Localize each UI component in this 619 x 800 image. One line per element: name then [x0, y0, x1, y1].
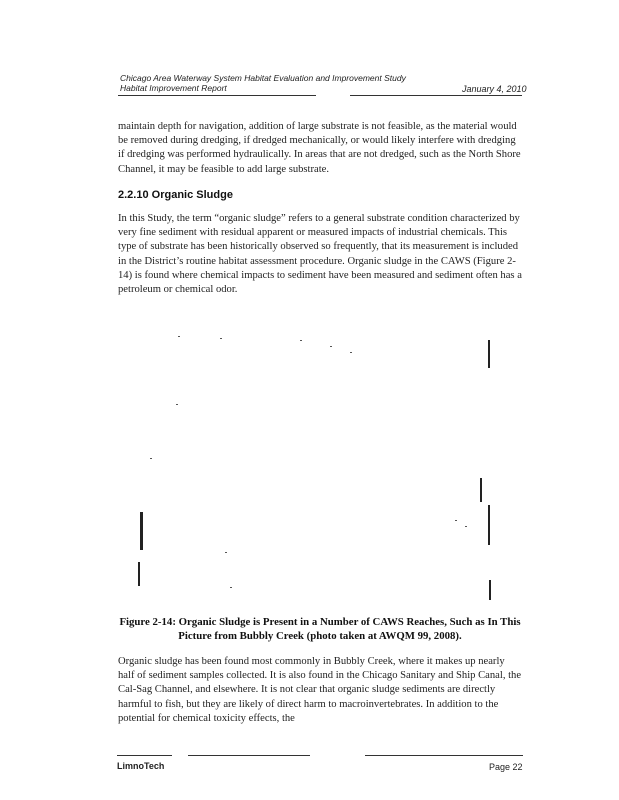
- photo-speck: [225, 552, 227, 553]
- photo-speck: [350, 352, 352, 353]
- photo-speck: [300, 340, 302, 341]
- header-title: Chicago Area Waterway System Habitat Evaluation and Improvement Study: [120, 73, 406, 83]
- header-rule-right: [350, 95, 522, 96]
- photo-speck: [150, 458, 152, 459]
- photo-artifact: [138, 562, 140, 586]
- organic-sludge-findings-paragraph: Organic sludge has been found most commonly in Bubbly Creek, where it makes up nearly half of sediment samples collected. It is also found in the Chicago Sanitary and Ship Canal, the Cal-Sag Channel, and elsewhere. It is not clear that organic sludge sediments are directly harmful to fish, but they are likely of direct harm to macroinvertebrates. In addition to the potential for chemical toxicity effects, the: [118, 656, 522, 724]
- photo-speck: [220, 338, 222, 339]
- photo-speck: [330, 346, 332, 347]
- figure-caption: Figure 2-14: Organic Sludge is Present in a Number of CAWS Reaches, Such as In This Picture from Bubbly Creek (photo taken at AWQM 99, 2008).: [119, 616, 521, 642]
- photo-artifact: [489, 580, 491, 600]
- footer-organization: LimnoTech: [117, 761, 165, 771]
- photo-speck: [455, 520, 457, 521]
- header-subtitle: Habitat Improvement Report: [120, 83, 227, 93]
- photo-artifact: [488, 340, 490, 368]
- photo-speck: [230, 587, 232, 588]
- footer-rule-c: [365, 755, 523, 756]
- continuation-paragraph: maintain depth for navigation, addition of large substrate is not feasible, as the material would be removed during dredging, if dredged mechanically, or would likely interfere with dredging if dredging was performed hydraulically. In areas that are not dredged, such as the North Shore Channel, it may be feasible to add large substrate.: [118, 121, 521, 175]
- organic-sludge-intro-paragraph: In this Study, the term “organic sludge” refers to a general substrate condition characterized by very fine sediment with residual apparent or measured impacts of industrial chemicals. This type of substrate has been historically observed so frequently, that its measurement is included in the District’s routine habitat assessment procedure. Organic sludge in the CAWS (Figure 2-14) is found where chemical impacts to sediment have been measured and sediment often has a petroleum or chemical odor.: [118, 213, 522, 296]
- photo-artifact: [488, 505, 490, 545]
- footer-rule-a: [117, 755, 172, 756]
- photo-speck: [178, 336, 180, 337]
- photo-artifact: [140, 512, 143, 550]
- photo-speck: [465, 526, 467, 527]
- photo-artifact: [480, 478, 482, 502]
- bubbly-creek-photo: [120, 330, 510, 602]
- header-date: January 4, 2010: [462, 84, 527, 94]
- photo-speck: [176, 404, 178, 405]
- footer-rule-b: [188, 755, 310, 756]
- section-heading: 2.2.10 Organic Sludge: [118, 189, 233, 201]
- header-rule-left: [118, 95, 316, 96]
- footer-page-number: Page 22: [489, 762, 523, 772]
